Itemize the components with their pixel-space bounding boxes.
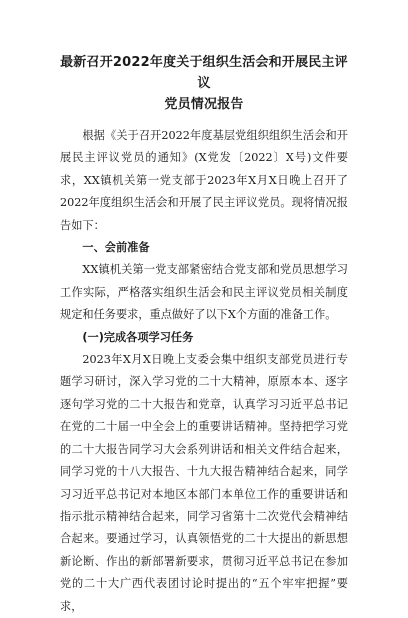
section-heading-preparation: 一、会前准备 — [82, 241, 150, 255]
intro-paragraph: 根据《关于召开2022年度基层党组织组织生活会和开展民主评议党员的通知》(X党发〔2022〕X号)文件要求，XX镇机关第一党支部于2023年X月X日晚上召开了2022年度组织生活会和开展了民主评议党员。现将情况报告如下： — [60, 129, 348, 232]
section-paragraph-preparation: XX镇机关第一党支部紧密结合党支部和党员思想学习工作实际，严格落实组织生活会和民主评议党员相关制度规定和任务要求，重点做好了以下X个方面的准备工作。 — [60, 263, 348, 322]
subsection-heading-study-tasks: (一)完成各项学习任务 — [82, 330, 194, 344]
subsection-paragraph-study-tasks: 2023年X月X日晚上支委会集中组织支部党员进行专题学习研讨，深入学习党的二十大精神，原原本本、逐字逐句学习党的二十大报告和党章，认真学习习近平总书记在党的二十届一中全会上的重要讲话精神。坚持把学习党的二十大报告同学习大会系列讲话和相关文件结合起来，同学习党的十八大报告、十九大报告精神结合起来，同学习习近平总书记对本地区本部门本单位工作的重要讲话和指示批示精神结合起来，同学习省第十二次党代会精神结合起来。要通过学习，认真领悟党的二十大提出的新思想新论断、作出的新部署新要求，贯彻习近平总书记在参加党的二十大广西代表团讨论时提出的“五个牢牢把握”要求， — [60, 353, 348, 613]
title-line-1: 最新召开2022年度关于组织生活会和开展民主评议 — [60, 55, 348, 91]
title-line-2: 党员情况报告 — [164, 97, 244, 112]
document-title — [60, 52, 348, 115]
